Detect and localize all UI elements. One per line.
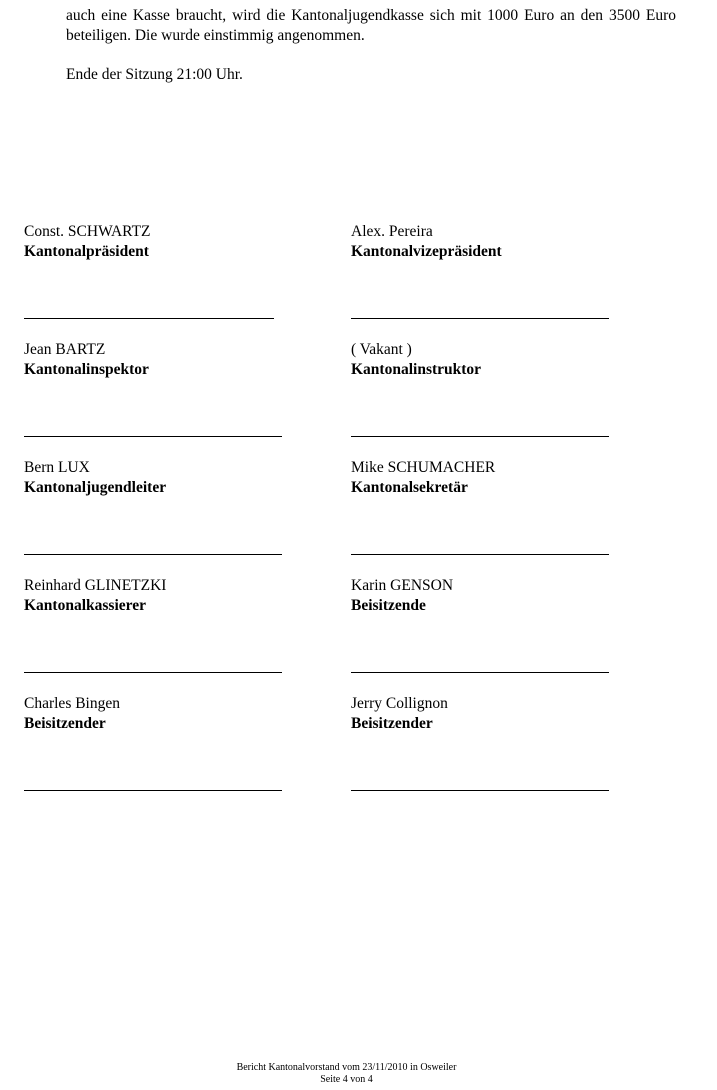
signatory-role: Beisitzender <box>24 715 106 732</box>
signatory-name: Reinhard GLINETZKI <box>24 577 167 594</box>
signatory-name: Alex. Pereira <box>351 223 433 240</box>
signatory-role: Kantonalinspektor <box>24 361 149 378</box>
signature-block-treasurer <box>24 576 324 616</box>
signature-line-treasurer <box>24 672 282 673</box>
signature-block-secretary <box>351 458 651 498</box>
signature-line-inspector <box>24 436 282 437</box>
signatory-role: Kantonalsekretär <box>351 479 468 496</box>
signature-block-assessor-2 <box>24 694 324 734</box>
signature-block-assessor-3 <box>351 694 651 734</box>
signature-line-assessor-2 <box>24 790 282 791</box>
signature-block-youth-leader <box>24 458 324 498</box>
signatory-name: Mike SCHUMACHER <box>351 459 496 476</box>
signatory-name: Karin GENSON <box>351 577 454 594</box>
signatory-name: Jean BARTZ <box>24 341 106 358</box>
signature-line-instructor <box>351 436 609 437</box>
signatory-name: Jerry Collignon <box>351 695 448 712</box>
signatory-role: Kantonalkassierer <box>24 597 146 614</box>
signature-line-assessor-3 <box>351 790 609 791</box>
signature-block-inspector <box>24 340 324 380</box>
signature-line-assessor-1 <box>351 672 609 673</box>
signature-line-secretary <box>351 554 609 555</box>
signature-block-president <box>24 222 324 262</box>
page-footer-page-number: Seite 4 von 4 <box>320 1074 373 1085</box>
signatory-name: ( Vakant ) <box>351 341 412 358</box>
paragraph-continuation: auch eine Kasse braucht, wird die Kantonaljugendkasse sich mit 1000 Euro an den 3500 Euro beteiligen. Die wurde einstimmig angenommen. <box>66 7 676 44</box>
signature-block-instructor <box>351 340 651 380</box>
signatory-role: Kantonalvizepräsident <box>351 243 502 260</box>
signature-line-president <box>24 318 274 319</box>
signatory-name: Charles Bingen <box>24 695 120 712</box>
signature-line-youth-leader <box>24 554 282 555</box>
signatory-role: Beisitzender <box>351 715 433 732</box>
signature-block-assessor-1 <box>351 576 651 616</box>
signature-line-vice-president <box>351 318 609 319</box>
signature-block-vice-president <box>351 222 651 262</box>
signatory-role: Kantonalinstruktor <box>351 361 482 378</box>
meeting-end-text: Ende der Sitzung 21:00 Uhr. <box>66 66 243 83</box>
page-footer-report-title: Bericht Kantonalvorstand vom 23/11/2010 in Osweiler <box>236 1062 457 1073</box>
signatory-name: Bern LUX <box>24 459 90 476</box>
signatory-role: Kantonaljugendleiter <box>24 479 167 496</box>
signatory-role: Beisitzende <box>351 597 426 614</box>
signatory-name: Const. SCHWARTZ <box>24 223 151 240</box>
signatory-role: Kantonalpräsident <box>24 243 149 260</box>
